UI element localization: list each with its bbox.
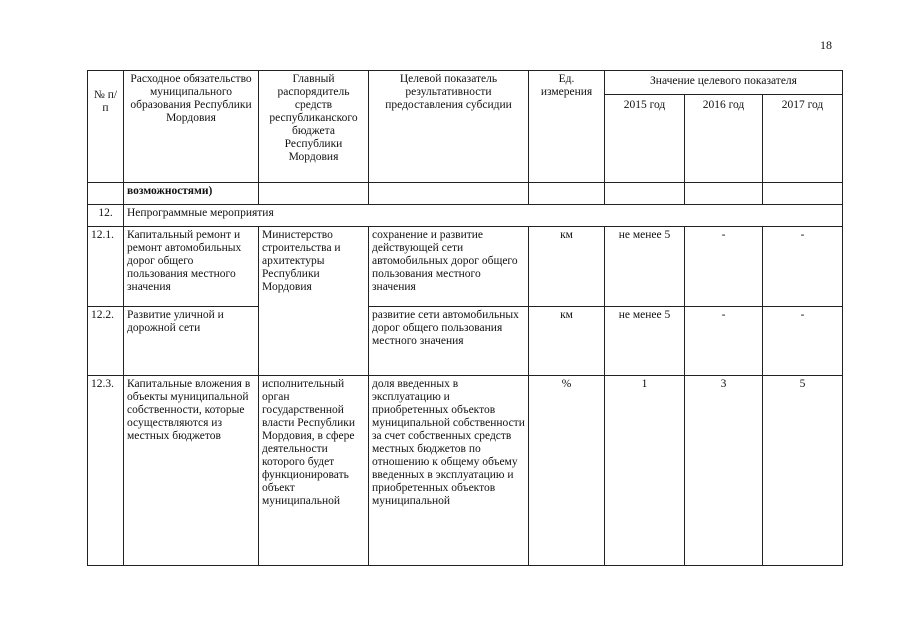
row-indicator: сохранение и развитие действующей сети автомобильных дорог общего пользования местного значения <box>369 227 529 307</box>
row-value-2016: - <box>685 227 763 307</box>
header-distributor: Главный распорядитель средств республиканского бюджета Республики Мордовия <box>259 71 369 183</box>
row-value-2015: не менее 5 <box>605 227 685 307</box>
row-value-2017: 5 <box>763 376 843 566</box>
page-number: 18 <box>820 38 832 52</box>
header-unit: Ед. измерения <box>529 71 605 183</box>
row-unit: км <box>529 227 605 307</box>
row-value-2015: 1 <box>605 376 685 566</box>
header-row-1 <box>88 71 843 95</box>
row-num: 12.3. <box>88 376 124 566</box>
target-indicators-table <box>87 70 843 566</box>
row-expense: Капитальные вложения в объекты муниципальной собственности, которые осуществляются из местных бюджетов <box>124 376 259 566</box>
table-row-12-3 <box>88 376 843 566</box>
table-row-12-1 <box>88 227 843 307</box>
header-indicator: Целевой показатель результативности предоставления субсидии <box>369 71 529 183</box>
header-value-group: Значение целевого показателя <box>605 71 843 95</box>
section-num: 12. <box>88 205 124 227</box>
section-row <box>88 205 843 227</box>
row-unit: км <box>529 307 605 376</box>
row-value-2017: - <box>763 307 843 376</box>
header-expense: Расходное обязательство муниципального образования Республики Мордовия <box>124 71 259 183</box>
row-value-2015: не менее 5 <box>605 307 685 376</box>
row-value-2017: - <box>763 227 843 307</box>
row-value-2016: 3 <box>685 376 763 566</box>
row-num: 12.1. <box>88 227 124 307</box>
section-title: Непрограммные мероприятия <box>124 205 843 227</box>
row-expense: Развитие уличной и дорожной сети <box>124 307 259 376</box>
row-expense: Капитальный ремонт и ремонт автомобильных дорог общего пользования местного значения <box>124 227 259 307</box>
header-num: № п/п <box>88 71 124 183</box>
row-num: 12.2. <box>88 307 124 376</box>
row-distributor: исполнительный орган государственной власти Республики Мордовия, в сфере деятельности которого будет функционировать объект муниципальной <box>259 376 369 566</box>
continuation-text: возможностями) <box>124 183 259 205</box>
header-year-2015: 2015 год <box>605 95 685 183</box>
row-value-2016: - <box>685 307 763 376</box>
header-year-2016: 2016 год <box>685 95 763 183</box>
row-indicator: развитие сети автомобильных дорог общего пользования местного значения <box>369 307 529 376</box>
header-year-2017: 2017 год <box>763 95 843 183</box>
row-indicator: доля введенных в эксплуатацию и приобретенных объектов муниципальной собственности за счет собственных средств местных бюджетов по отношению к общему объему введенных в эксплуатацию и приобретенных объектов муниципальной <box>369 376 529 566</box>
row-distributor: Министерство строительства и архитектуры Республики Мордовия <box>259 227 369 376</box>
table-row-12-2 <box>88 307 843 376</box>
row-unit: % <box>529 376 605 566</box>
continuation-row <box>88 183 843 205</box>
